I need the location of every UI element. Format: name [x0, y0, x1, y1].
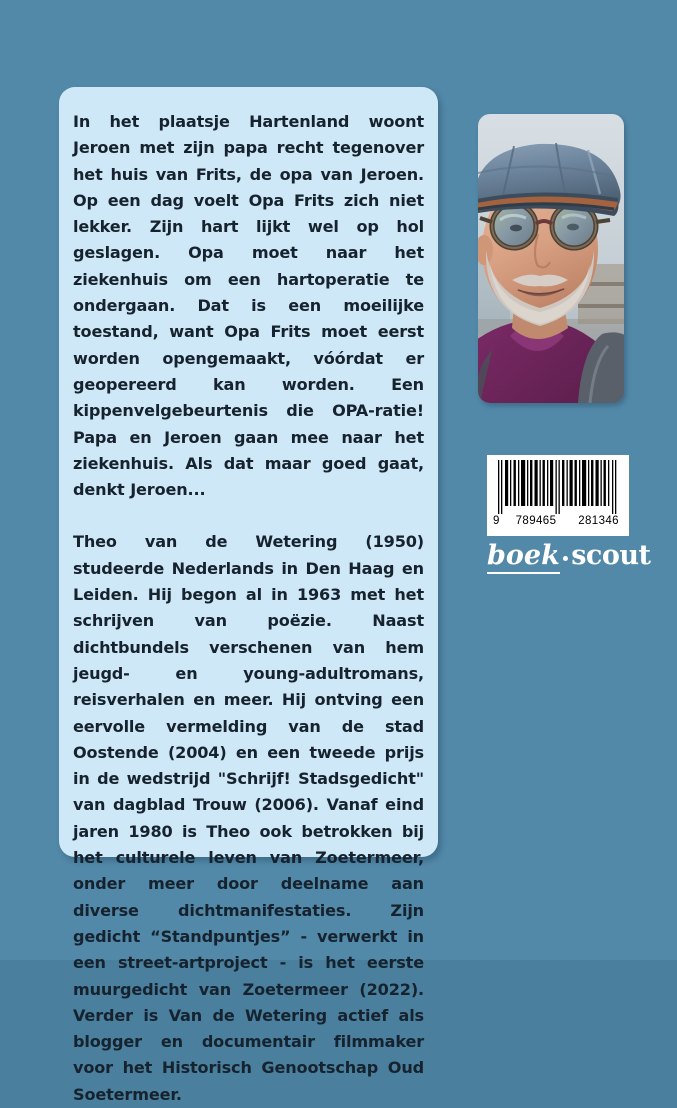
publisher-logo-scout: scout	[571, 540, 651, 571]
barcode-right-group: 281346	[578, 515, 619, 527]
synopsis-text: In het plaatsje Hartenland woont Jeroen met zijn papa recht tegenover het huis van Frits, de opa van Jeroen. Op een dag voelt Opa Frits zich niet lekker. Zijn hart lijkt wel op hol geslagen. Opa moet naar het ziekenhuis om een hartoperatie te ondergaan. Dat is een moeilijke toestand, want Opa Frits moet eerst worden opengemaakt, vóórdat er geopereerd kan worden. Een kippenvelgebeurtenis die OPA-ratie! Papa en Jeroen gaan mee naar het ziekenhuis. Als dat maar goed gaat, denkt Jeroen...	[73, 112, 424, 500]
barcode-lead-digit: 9	[493, 515, 500, 527]
blurb-panel	[59, 87, 438, 1104]
author-bio-text: Theo van de Wetering (1950) studeerde Nederlands in Den Haag en Leiden. Hij begon al in 1963 met het schrijven van poëzie. Naast dichtbundels verschenen van hem jeugd- en young-adultromans, reisverhalen en meer. Hij ontving een eervolle vermelding van de stad Oostende (2004) en een tweede prijs in de wedstrijd "Schrijf! Stadsgedicht" van dagblad Trouw (2006). Vanaf eind jaren 1980 is Theo ook betrokken bij het culturele leven van Zoetermeer, onder meer door deelname aan diverse dichtmanifestaties. Zijn gedicht “Standpuntjes” - verwerkt in een street-artproject - is het eerste muurgedicht van Zoetermeer (2022). Verder is Van de Wetering actief als blogger en documentair filmmaker voor het Historisch Genootschap Oud Soetermeer.	[73, 532, 424, 1104]
barcode-digits	[492, 514, 624, 527]
barcode-bars	[492, 460, 624, 514]
barcode-left-group: 789465	[515, 515, 557, 527]
portrait-illustration	[478, 114, 624, 403]
publisher-logo-separator: ·	[560, 544, 571, 575]
publisher-logo	[487, 540, 651, 575]
author-portrait-photo	[478, 114, 624, 403]
publisher-logo-boek: boek	[487, 540, 560, 571]
barcode-box	[487, 455, 629, 536]
isbn-barcode-block	[487, 455, 651, 575]
